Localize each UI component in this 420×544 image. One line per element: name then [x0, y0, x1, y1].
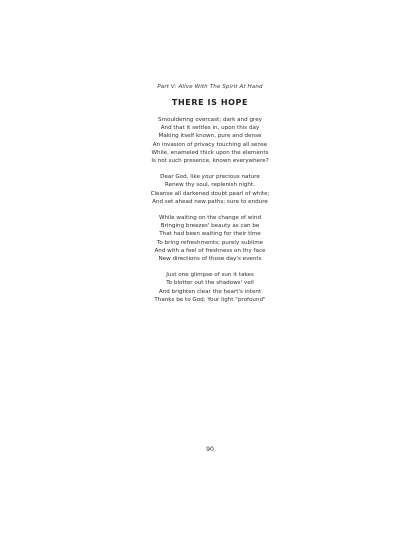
poem-line: Making itself known, pure and dense: [158, 133, 262, 140]
poem-line: Bringing breezes' beauty as can be: [160, 223, 260, 230]
stanza-3: [0, 214, 420, 263]
poem-line: While waiting on the change of wind: [158, 215, 262, 222]
poem-line: Is not such presence, known everywhere?: [151, 158, 269, 165]
poem-line: Cleanse all darkened doubt pearl of white;: [150, 190, 270, 197]
poem-line: And that it settles in, upon this day: [160, 125, 260, 132]
poem-line: Renew thy soul, replenish night.: [165, 182, 255, 189]
poem-line: And brighten clear the heart's intent: [158, 288, 262, 295]
poem-title: THERE IS HOPE: [171, 98, 249, 107]
page-number: 90: [206, 446, 214, 453]
stanza-4: [0, 271, 420, 304]
poem-line: To bring refreshments; purely sublime: [156, 239, 264, 246]
poem-line: That had been waiting for their time: [159, 231, 261, 238]
poem-line: Just one glimpse of sun it takes: [166, 272, 254, 279]
poem-line: While, enameled thick upon the elements: [151, 149, 269, 156]
poem-line: And with a feel of freshness on thy face: [154, 247, 266, 254]
stanza-1: [0, 116, 420, 165]
poem-line: To blotter out the shadows' veil: [166, 280, 254, 287]
poem-body: [0, 116, 420, 312]
poem-line: Smouldering overcast; dark and grey: [158, 117, 262, 123]
poem-line: An invasion of privacy touching all sense: [152, 141, 268, 148]
poem-line: Thanks be to God; Your light "profound": [154, 296, 266, 303]
running-head: Part V: Alive With The Spirit At Hand: [157, 84, 263, 90]
poem-line: And set ahead new paths; sure to endure: [152, 198, 268, 205]
stanza-2: [0, 173, 420, 206]
poem-line: New directions of those day's events: [158, 256, 262, 263]
poem-line: Dear God, like your precious nature: [160, 174, 260, 181]
